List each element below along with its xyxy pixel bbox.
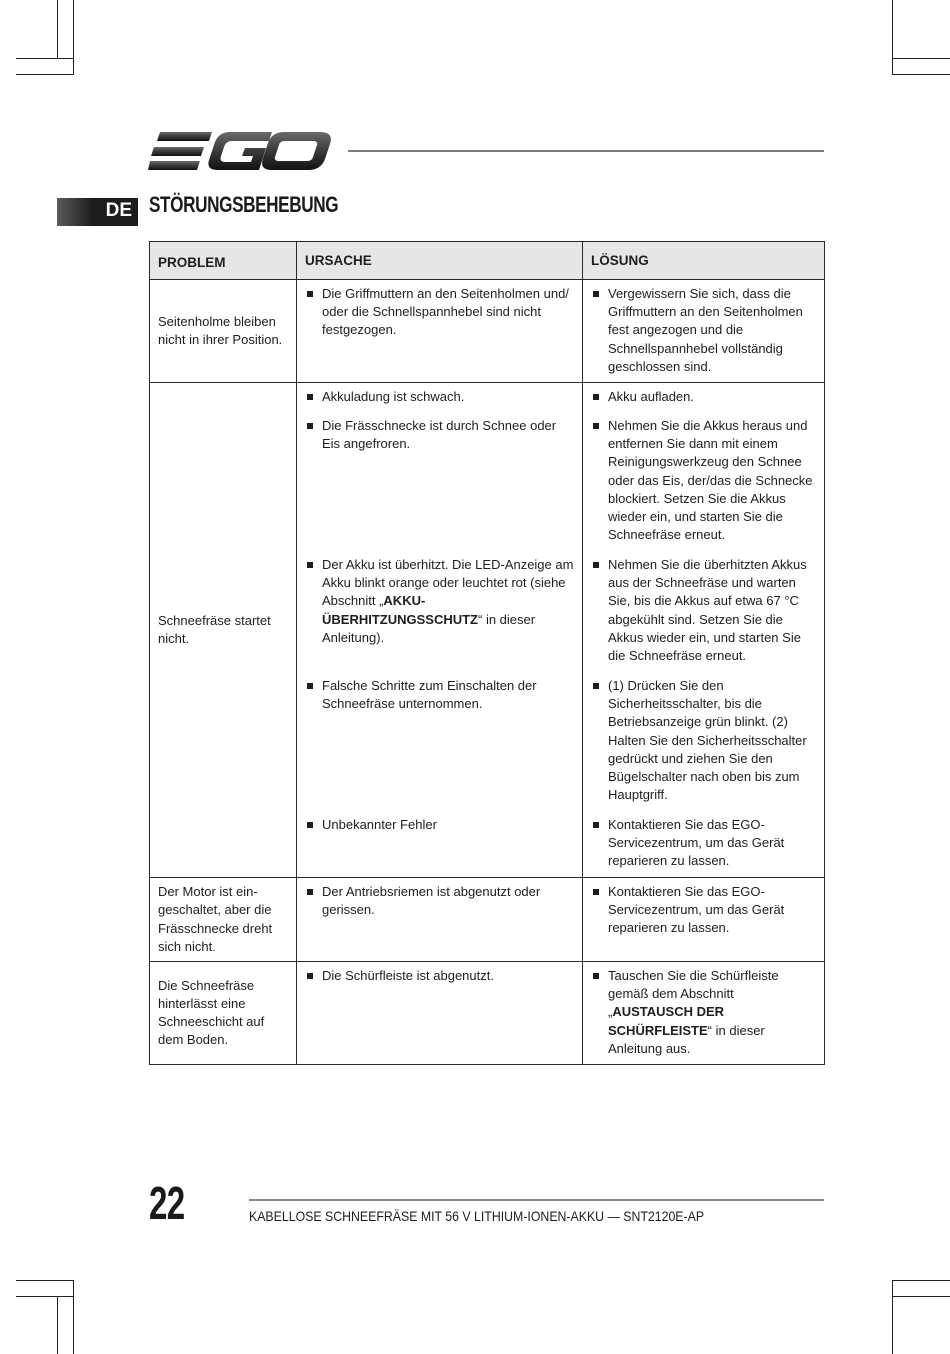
crop-mark [16, 1296, 74, 1297]
bullet-icon [593, 562, 599, 568]
cause-text: Die Griffmuttern an den Seitenholmen und/ oder die Schnellspannhebel sind nicht festgezogen. [322, 286, 569, 338]
language-tab [57, 198, 138, 226]
problem-cell [150, 383, 297, 878]
crop-mark [892, 1296, 950, 1297]
solution-text: (1) Drücken Sie den Sicherheitsschalter, bis die Betriebsanzeige grün blinkt. (2) Halten Sie den Sicherheitsschalter gedrückt und ziehen Sie den Bügelschalter nach oben bis zum Hauptgriff. [608, 678, 807, 803]
solution-cell [583, 280, 825, 383]
table-row [150, 962, 825, 1065]
crop-mark [892, 0, 893, 74]
cause-text: “ in dieser Anleitung). [322, 611, 536, 645]
cause-text: Akkuladung ist schwach. [322, 389, 465, 405]
cause-text: Die Schürfleiste ist abgenutzt. [322, 968, 494, 984]
column-header-cause: URSACHE [297, 242, 583, 280]
list-item [591, 967, 816, 1058]
bullet-icon [307, 973, 313, 979]
cause-text: Die Frässchnecke ist durch Schnee oder Eis angefroren. [322, 418, 557, 452]
list-item [591, 816, 816, 871]
list-item [305, 677, 574, 805]
bullet-icon [593, 973, 599, 979]
column-header-solution: LÖSUNG [583, 242, 825, 280]
solution-text: Nehmen Sie die überhitzten Akkus aus der Schneefräse und warten Sie, bis die Akkus auf etwa 67 °C abgekühlt sind. Setzen Sie die Akkus wieder ein, und starten Sie die Schneefräse erneut. [608, 557, 807, 664]
language-code: DE [105, 200, 132, 221]
bullet-icon [593, 423, 599, 429]
list-item [591, 883, 816, 938]
list-item [305, 883, 574, 919]
crop-mark [16, 1280, 74, 1281]
crop-mark [73, 1280, 74, 1354]
ego-logo [148, 128, 332, 174]
bullet-icon [307, 423, 313, 429]
problem-text: Die Schneefräse hinterlässt eine Schneeschicht auf dem Boden. [158, 977, 265, 1048]
list-item [591, 417, 816, 545]
table-row [150, 878, 825, 962]
solution-reference: AUSTAUSCH DER SCHÜRFLEISTE [608, 1004, 725, 1038]
crop-mark [57, 0, 58, 58]
bullet-icon [307, 889, 313, 895]
bullet-icon [593, 683, 599, 689]
document-title: KABELLOSE SCHNEEFRÄSE MIT 56 V LITHIUM-IONEN-AKKU — SNT2120E-AP [249, 1208, 705, 1224]
problem-text: Schneefräse startet nicht. [158, 612, 271, 647]
bullet-icon [593, 291, 599, 297]
problem-cell [150, 280, 297, 383]
list-item [305, 285, 574, 340]
table-row [150, 280, 825, 383]
solution-text: Vergewissern Sie sich, dass die Griffmuttern an den Seitenholmen fest angezogen und die Schnellspannhebel vollständig geschlossen sind. [608, 286, 803, 374]
list-item [305, 556, 574, 666]
table-row [150, 383, 825, 878]
solution-text: Nehmen Sie die Akkus heraus und entfernen Sie dann mit einem Reinigungswerkzeug den Schnee oder das Eis, der/das die Schnecke blockiert. Setzen Sie die Akkus wieder ein, und starten Sie die Schneefräse erneut. [608, 418, 813, 543]
solution-cell [583, 878, 825, 962]
header-rule [348, 150, 824, 152]
list-item [591, 388, 816, 406]
troubleshooting-table [149, 241, 825, 1065]
cause-cell [297, 280, 583, 383]
solution-text: Kontaktieren Sie das EGO-Servicezentrum, um das Gerät reparieren zu lassen. [608, 817, 785, 869]
cause-text: Falsche Schritte zum Einschalten der Schneefräse unternommen. [322, 678, 537, 712]
list-item [305, 816, 574, 834]
solution-text: Kontaktieren Sie das EGO-Servicezentrum, um das Gerät reparieren zu lassen. [608, 884, 785, 936]
cause-text: Unbekannter Fehler [322, 817, 437, 833]
crop-mark [892, 1280, 950, 1281]
crop-mark [16, 74, 74, 75]
problem-text: Der Motor ist ein-geschaltet, aber die Frässchnecke dreht sich nicht. [158, 884, 273, 954]
solution-text: Akku aufladen. [608, 389, 695, 405]
list-item [591, 556, 816, 666]
list-item [591, 285, 816, 376]
problem-text: Seitenholme bleiben nicht in ihrer Position. [158, 313, 283, 347]
cause-cell [297, 878, 583, 962]
crop-mark [892, 58, 950, 59]
solution-cell [583, 383, 825, 878]
footer-rule [249, 1199, 824, 1201]
solution-cell [583, 962, 825, 1065]
cause-reference: AKKU-ÜBERHITZUNGSSCHUTZ [322, 593, 478, 627]
list-item [305, 967, 574, 985]
bullet-icon [307, 394, 313, 400]
list-item [591, 677, 816, 805]
cause-cell [297, 962, 583, 1065]
bullet-icon [593, 889, 599, 895]
crop-mark [73, 0, 74, 74]
bullet-icon [307, 291, 313, 297]
column-header-problem: PROBLEM [150, 242, 297, 280]
list-item [305, 417, 574, 545]
bullet-icon [307, 822, 313, 828]
crop-mark [57, 1296, 58, 1354]
crop-mark [16, 58, 74, 59]
section-title: STÖRUNGSBEHEBUNG [149, 192, 339, 217]
problem-cell [150, 878, 297, 962]
page-number: 22 [149, 1177, 185, 1229]
solution-text: “ in dieser Anleitung aus. [608, 1022, 765, 1056]
bullet-icon [593, 822, 599, 828]
crop-mark [892, 1280, 893, 1354]
cause-text: Der Akku ist überhitzt. Die LED-Anzeige am Akku blinkt orange oder leuchtet rot (siehe Abschnitt „ [322, 557, 574, 609]
bullet-icon [307, 562, 313, 568]
list-item [305, 388, 574, 406]
bullet-icon [593, 394, 599, 400]
solution-text: Tauschen Sie die Schürfleiste gemäß dem Abschnitt „ [608, 968, 779, 1020]
cause-cell [297, 383, 583, 878]
cause-text: Der Antriebsriemen ist abgenutzt oder gerissen. [322, 884, 541, 918]
table-header-row [150, 242, 825, 280]
problem-cell [150, 962, 297, 1065]
bullet-icon [307, 683, 313, 689]
crop-mark [892, 74, 950, 75]
